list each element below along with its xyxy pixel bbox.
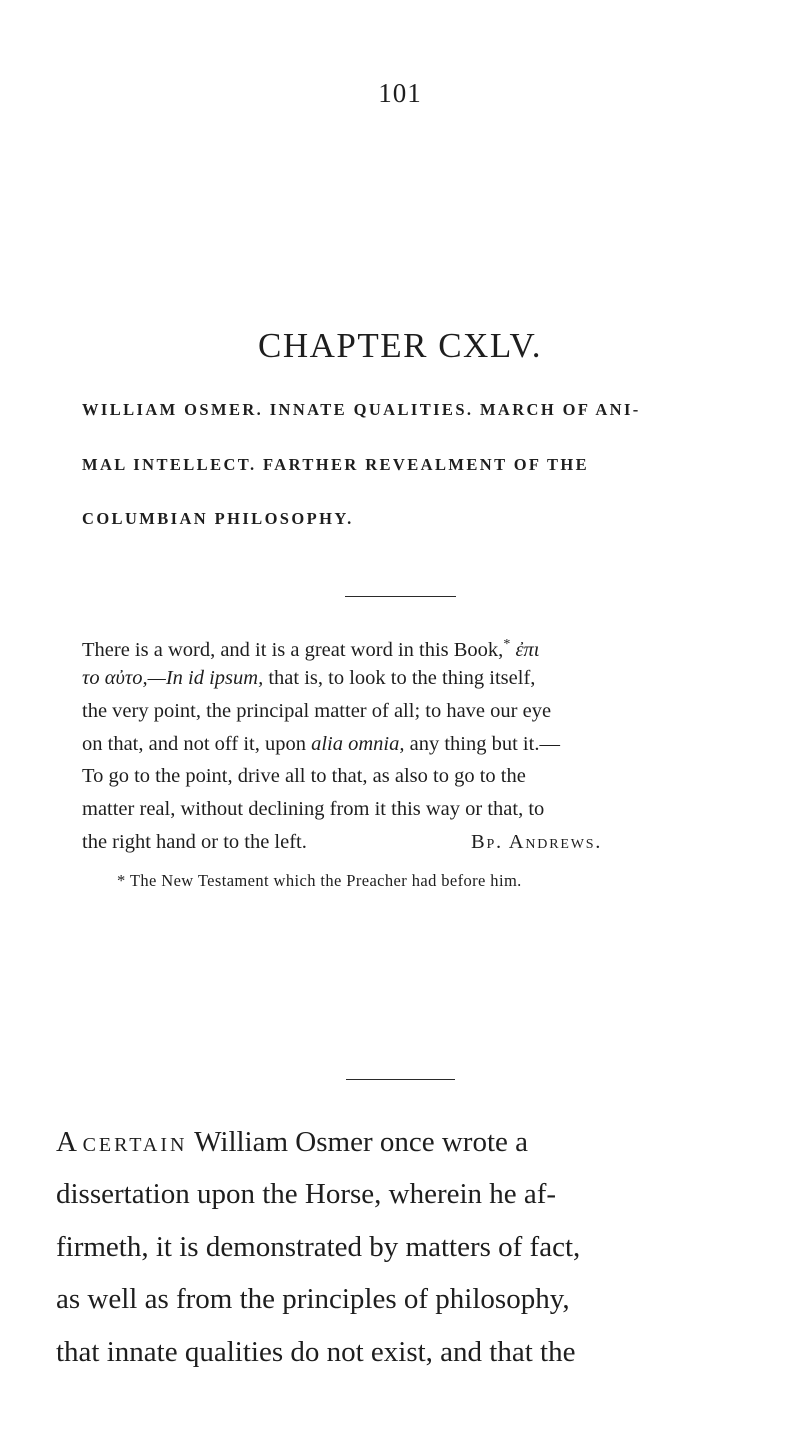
epigraph-text: that is, to look to the thing itself, <box>263 667 536 689</box>
drop-initial: A <box>56 1126 76 1158</box>
body-line: firmeth, it is demonstrated by matters of fact, <box>56 1231 581 1263</box>
epigraph-line: To go to the point, drive all to that, as also to go to the <box>82 765 526 787</box>
latin-text: alia omnia, <box>311 733 405 755</box>
footnote-marker: * <box>503 637 511 652</box>
body-text-span: William Osmer once wrote a <box>187 1126 529 1158</box>
body-line: that innate qualities do not exist, and that the <box>56 1336 576 1368</box>
chapter-title: CHAPTER CXLV. <box>257 326 543 365</box>
epigraph-attribution: Bp. Andrews. <box>471 831 603 853</box>
epigraph-line <box>82 829 603 855</box>
summary-line: COLUMBIAN PHILOSOPHY. <box>82 509 354 528</box>
epigraph-line <box>82 632 539 663</box>
summary-line: MAL INTELLECT. FARTHER REVEALMENT OF THE <box>82 455 590 474</box>
epigraph-line <box>82 731 560 757</box>
epigraph-text: the right hand or to the left. <box>82 831 307 853</box>
greek-text: ἐπι <box>515 638 540 661</box>
body-line: as well as from the principles of philosophy, <box>56 1283 570 1315</box>
body-line <box>56 1124 528 1160</box>
summary-line: WILLIAM OSMER. INNATE QUALITIES. MARCH OF ANI- <box>82 400 641 419</box>
epigraph-line: matter real, without declining from it this way or that, to <box>82 798 545 820</box>
epigraph-text: There is a word, and it is a great word in this Book, <box>82 638 504 661</box>
greek-text: το αὐτο, <box>82 667 148 689</box>
epigraph-text: on that, and not off it, upon <box>82 733 312 755</box>
small-caps-text: certain <box>82 1126 188 1158</box>
page-number: 101 <box>378 78 422 108</box>
divider-rule <box>345 596 456 597</box>
epigraph-line <box>82 665 535 691</box>
latin-text: —In id ipsum, <box>147 667 264 689</box>
epigraph-text: any thing but it.— <box>404 733 560 755</box>
body-line: dissertation upon the Horse, wherein he af- <box>56 1178 557 1210</box>
epigraph-line: the very point, the principal matter of all; to have our eye <box>82 700 552 722</box>
footnote: * The New Testament which the Preacher had before him. <box>117 871 522 890</box>
divider-rule <box>346 1079 455 1080</box>
